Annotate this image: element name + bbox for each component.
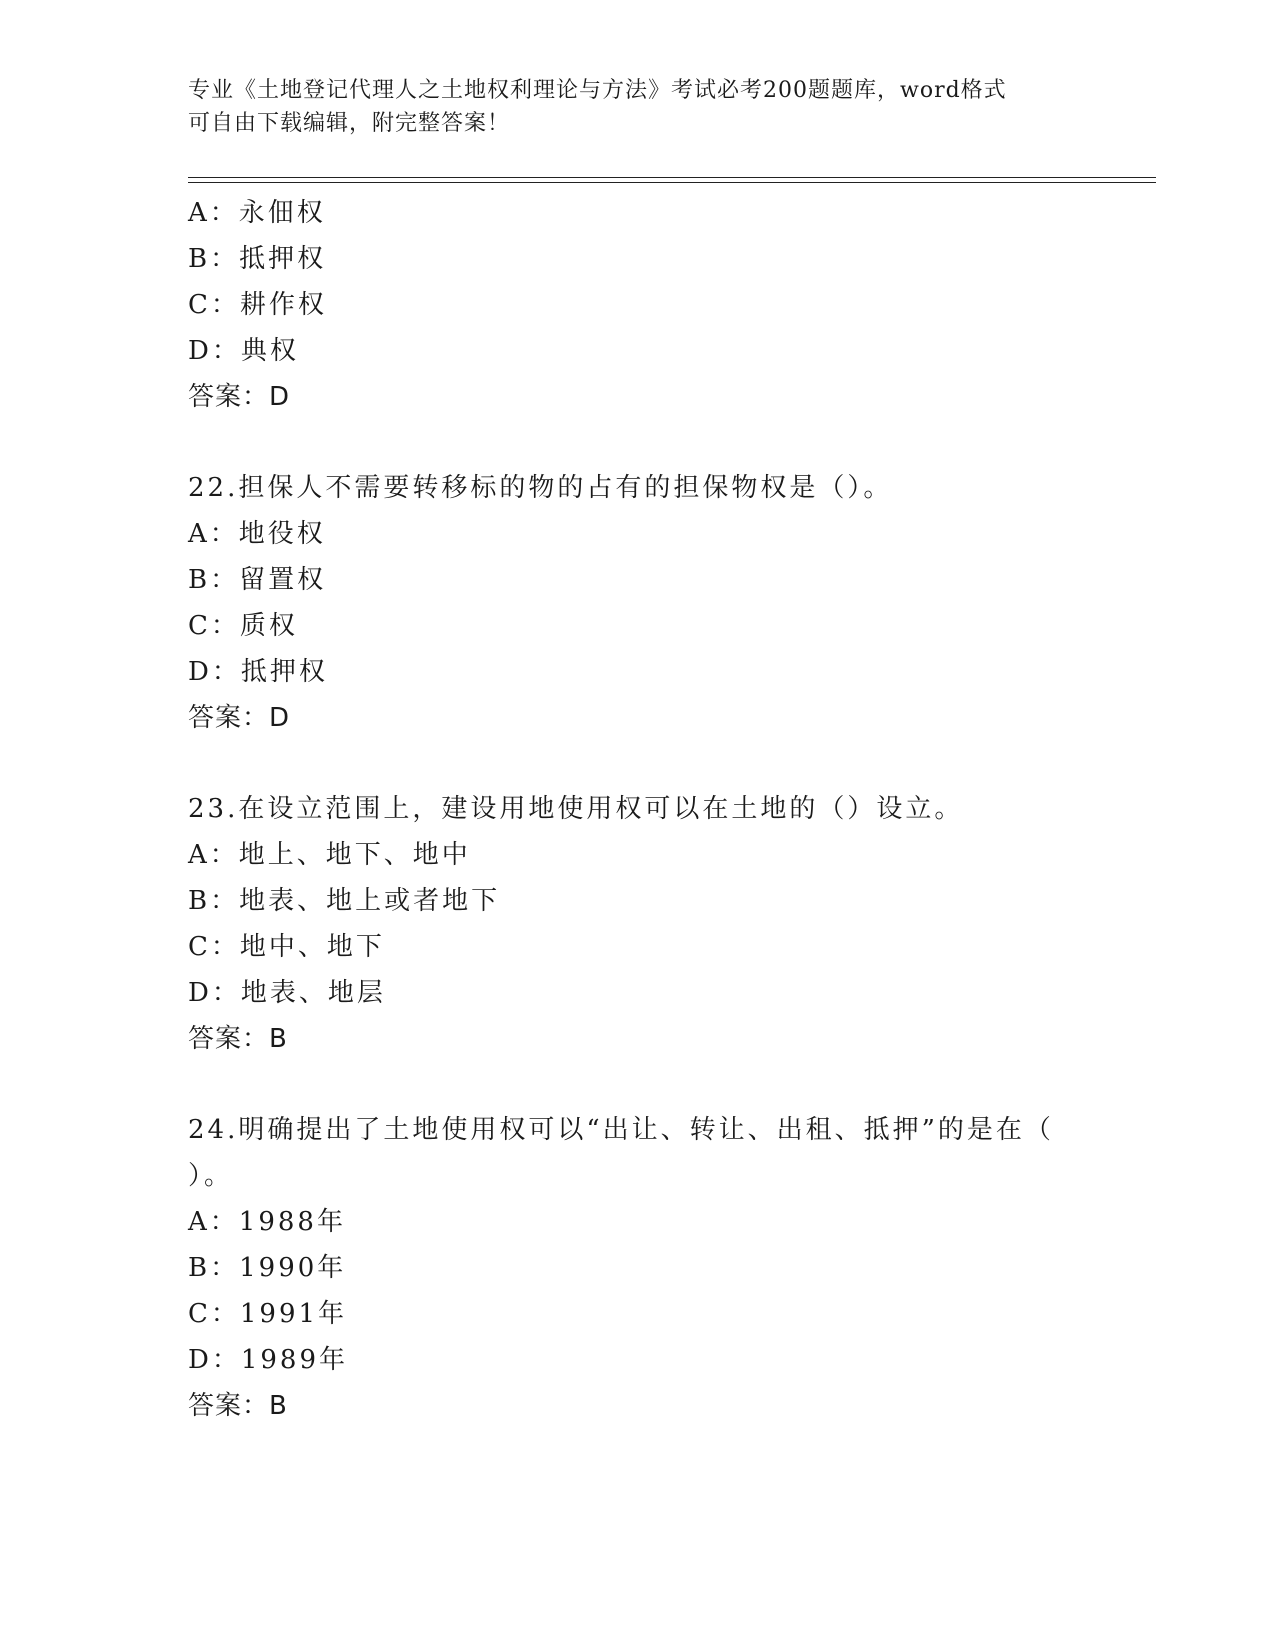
question-text-line-1: 24.明确提出了土地使用权可以“出让、转让、出租、抵押”的是在（ [188, 1115, 1054, 1145]
option-b: B：地表、地上或者地下 [188, 886, 501, 916]
option-a: A：1988年 [188, 1207, 346, 1237]
option-c: C：1991年 [188, 1299, 348, 1329]
question-text: 22.担保人不需要转移标的物的占有的担保物权是（）。 [188, 473, 893, 503]
answer-line: 答案：D [188, 382, 291, 412]
option-b: B：留置权 [188, 565, 327, 595]
document-header [188, 74, 1088, 140]
answer-line: 答案：B [188, 1391, 288, 1421]
option-c: C：耕作权 [188, 290, 327, 320]
spacer [188, 420, 1148, 465]
header-title-line-1: 专业《土地登记代理人之土地权利理论与方法》考试必考200题题库，word格式 [188, 78, 1007, 103]
question-list [188, 190, 1148, 1429]
answer-line: 答案：D [188, 703, 291, 733]
option-a: A：永佃权 [188, 198, 326, 228]
question-21-block [188, 190, 1148, 420]
option-c: C：质权 [188, 611, 298, 641]
answer-line: 答案：B [188, 1024, 288, 1054]
question-23-block [188, 786, 1148, 1062]
option-d: D：典权 [188, 336, 299, 366]
question-22-block [188, 465, 1148, 741]
question-text-line-2: ）。 [188, 1161, 234, 1191]
header-divider-bottom [188, 182, 1156, 183]
option-d: D：抵押权 [188, 657, 328, 687]
option-d: D：地表、地层 [188, 978, 386, 1008]
option-d: D：1989年 [188, 1345, 349, 1375]
question-24-block [188, 1107, 1148, 1429]
option-b: B：抵押权 [188, 244, 327, 274]
header-divider-top [188, 177, 1156, 178]
header-title-line-2: 可自由下载编辑，附完整答案！ [188, 111, 511, 136]
option-a: A：地役权 [188, 519, 326, 549]
spacer [188, 741, 1148, 786]
question-text: 23.在设立范围上，建设用地使用权可以在土地的（）设立。 [188, 794, 964, 824]
option-b: B：1990年 [188, 1253, 347, 1283]
option-c: C：地中、地下 [188, 932, 385, 962]
option-a: A：地上、地下、地中 [188, 840, 471, 870]
spacer [188, 1062, 1148, 1107]
